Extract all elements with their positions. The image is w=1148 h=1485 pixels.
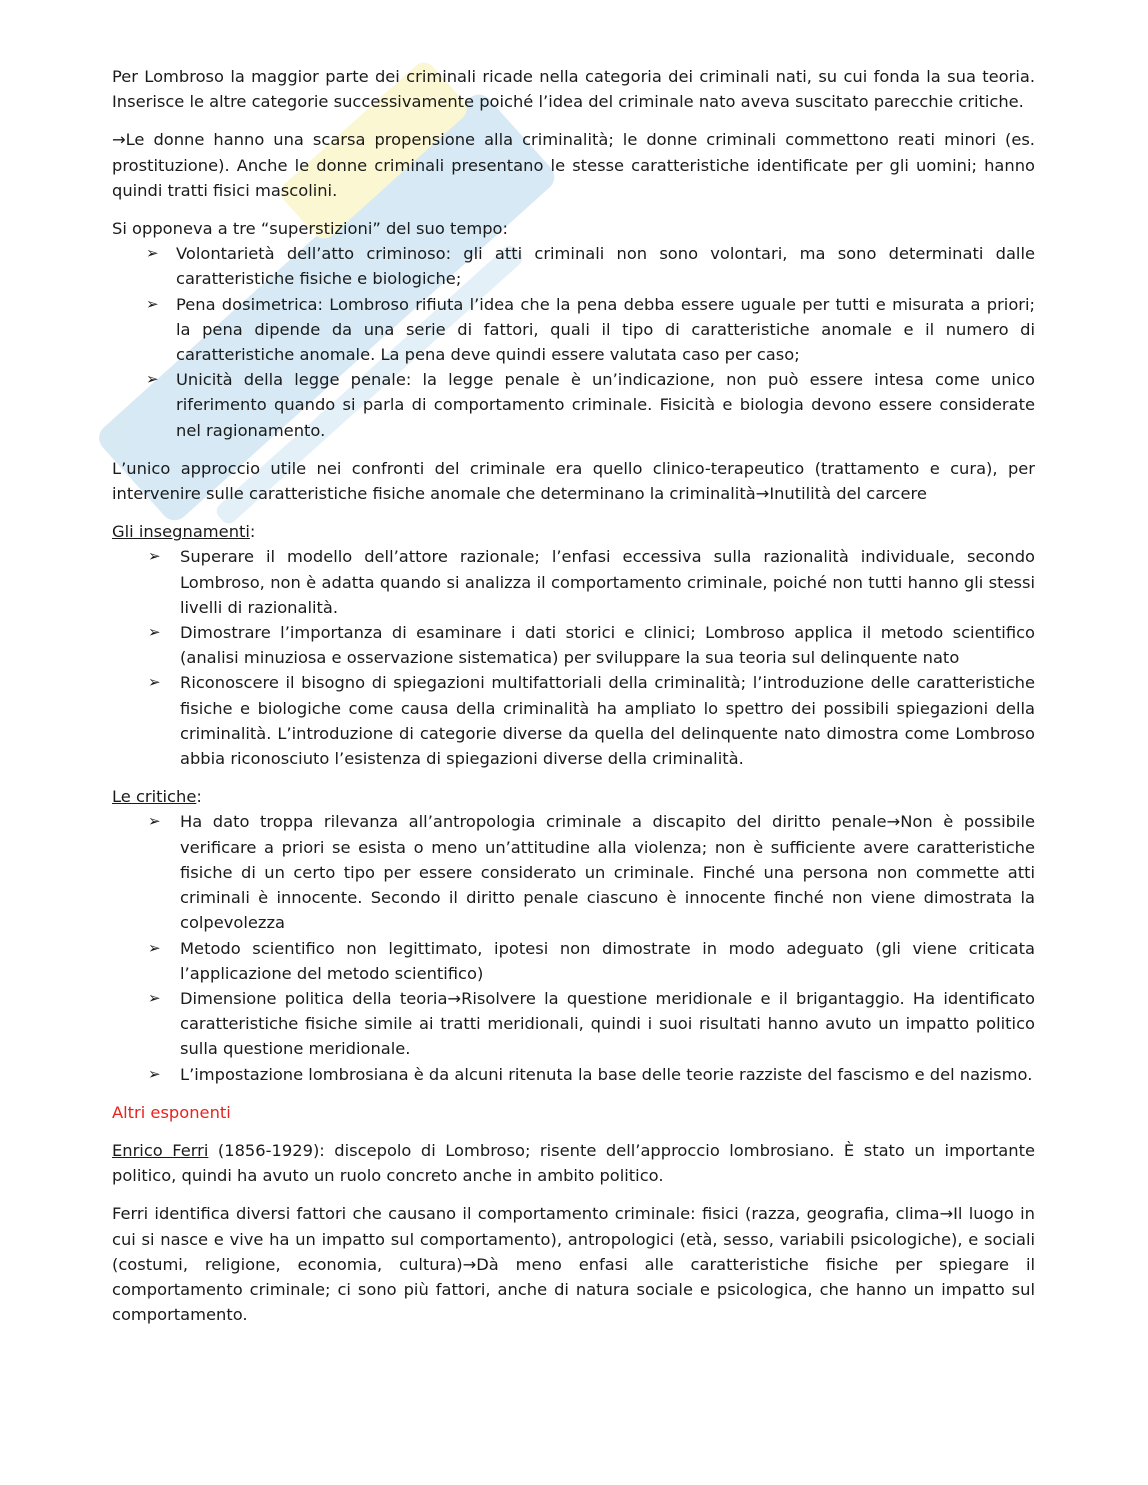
arrow-bullet-icon: ➢ bbox=[146, 244, 159, 263]
critiche-list bbox=[112, 809, 1035, 1086]
list-item: ➢ Volontarietà dell’atto criminoso: gli atti criminali non sono volontari, ma sono determinati dalle caratteristiche fisiche e biologiche; bbox=[112, 241, 1035, 291]
list-item: ➢ Unicità della legge penale: la legge penale è un’indicazione, non può essere intesa come unico riferimento quando si parla di comportamento criminale. Fisicità e biologia devono essere considerate nel ragionamento. bbox=[112, 367, 1035, 443]
arrow-bullet-icon: ➢ bbox=[148, 673, 161, 692]
arrow-bullet-icon: ➢ bbox=[148, 547, 161, 566]
list-item: ➢ Ha dato troppa rilevanza all’antropologia criminale a discapito del diritto penale→Non è possibile verificare a priori se esista o meno un’attitudine alla violenza; non è sufficiente avere caratteristiche fisiche di un certo tipo per essere considerato un criminale. Finché una persona non commette atti criminali è innocente. Secondo il diritto penale ciascuno è innocente finché non viene dimostrata la colpevolezza bbox=[112, 809, 1035, 935]
list-item: ➢ Superare il modello dell’attore razionale; l’enfasi eccessiva sulla razionalità individuale, secondo Lombroso, non è adatta quando si analizza il comportamento criminale, poiché non tutti hanno gli stessi livelli di razionalità. bbox=[112, 544, 1035, 620]
document-page bbox=[112, 64, 1035, 1340]
insegnamenti-list bbox=[112, 544, 1035, 771]
list-item: ➢ L’impostazione lombrosiana è da alcuni ritenuta la base delle teorie razziste del fascismo e del nazismo. bbox=[112, 1062, 1035, 1087]
arrow-bullet-icon: ➢ bbox=[148, 623, 161, 642]
paragraph-enrico-ferri: Enrico Ferri (1856-1929): discepolo di Lombroso; risente dell’approccio lombrosiano. È stato un importante politico, quindi ha avuto un ruolo concreto anche in ambito politico. bbox=[112, 1140, 1035, 1186]
arrow-bullet-icon: ➢ bbox=[148, 1064, 161, 1083]
list-item: ➢ Dimensione politica della teoria→Risolvere la questione meridionale e il brigantaggio. Ha identificato caratteristiche fisiche simile ai tratti meridionali, quindi i suoi risultati hanno avuto un impatto politico sulla questione meridionale. bbox=[112, 986, 1035, 1062]
list-item: ➢ Riconoscere il bisogno di spiegazioni multifattoriali della criminalità; l’introduzione delle caratteristiche fisiche e biologiche come causa della criminalità ha ampliato lo spettro dei possibili spiegazioni della criminalità. L’introduzione di categorie diverse da quella del delinquente nato dimostra come Lombroso abbia riconosciuto l’esistenza di spiegazioni diverse della criminalità. bbox=[112, 670, 1035, 771]
insegnamenti-heading: Gli insegnamenti: bbox=[112, 522, 256, 542]
list-item: ➢ Metodo scientifico non legittimato, ipotesi non dimostrate in modo adeguato (gli viene criticata l’applicazione del metodo scientifico) bbox=[112, 936, 1035, 986]
list-item: ➢ Dimostrare l’importanza di esaminare i dati storici e clinici; Lombroso applica il metodo scientifico (analisi minuziosa e osservazione sistematica) per sviluppare la sua teoria sul delinquente nato bbox=[112, 620, 1035, 670]
arrow-bullet-icon: ➢ bbox=[148, 812, 161, 831]
person-name: Enrico Ferri bbox=[112, 1140, 209, 1160]
superstizioni-list bbox=[112, 241, 1035, 443]
paragraph-clinico-terapeutico: L’unico approccio utile nei confronti del criminale era quello clinico-terapeutico (trattamento e cura), per intervenire sulle caratteristiche fisiche anomale che determinano la criminalità→Inutilità del carcere bbox=[112, 458, 1035, 504]
arrow-bullet-icon: ➢ bbox=[146, 370, 159, 389]
paragraph-ferri-fattori: Ferri identifica diversi fattori che causano il comportamento criminale: fisici (razza, geografia, clima→Il luogo in cui si nasce e vive ha un impatto sul comportamento), antropologici (età, sesso, variabili psicologiche), e sociali (costumi, religione, economia, cultura)→Dà meno enfasi alle caratteristiche fisiche per spiegare il comportamento criminale; ci sono più fattori, anche di natura sociale e psicologica, che hanno un impatto sul comportamento. bbox=[112, 1204, 1035, 1325]
arrow-bullet-icon: ➢ bbox=[146, 294, 159, 313]
superstizioni-intro: Si opponeva a tre “superstizioni” del suo tempo: bbox=[112, 219, 508, 239]
paragraph-donne: →Le donne hanno una scarsa propensione alla criminalità; le donne criminali commettono reati minori (es. prostituzione). Anche le donne criminali presentano le stesse caratteristiche identificate per gli uomini; hanno quindi tratti fisici mascolini. bbox=[112, 130, 1035, 200]
section-heading-altri-esponenti: Altri esponenti bbox=[112, 1102, 231, 1122]
arrow-bullet-icon: ➢ bbox=[148, 988, 161, 1007]
arrow-bullet-icon: ➢ bbox=[148, 938, 161, 957]
paragraph-criminali-nati: Per Lombroso la maggior parte dei criminali ricade nella categoria dei criminali nati, su cui fonda la sua teoria. Inserisce le altre categorie successivamente poiché l’idea del criminale nato aveva suscitato parecchie critiche. bbox=[112, 67, 1035, 112]
critiche-heading: Le critiche: bbox=[112, 787, 202, 807]
list-item: ➢ Pena dosimetrica: Lombroso rifiuta l’idea che la pena debba essere uguale per tutti e misurata a priori; la pena dipende da una serie di fattori, quali il tipo di caratteristiche anomale e il numero di caratteristiche anomale. La pena deve quindi essere valutata caso per caso; bbox=[112, 292, 1035, 368]
